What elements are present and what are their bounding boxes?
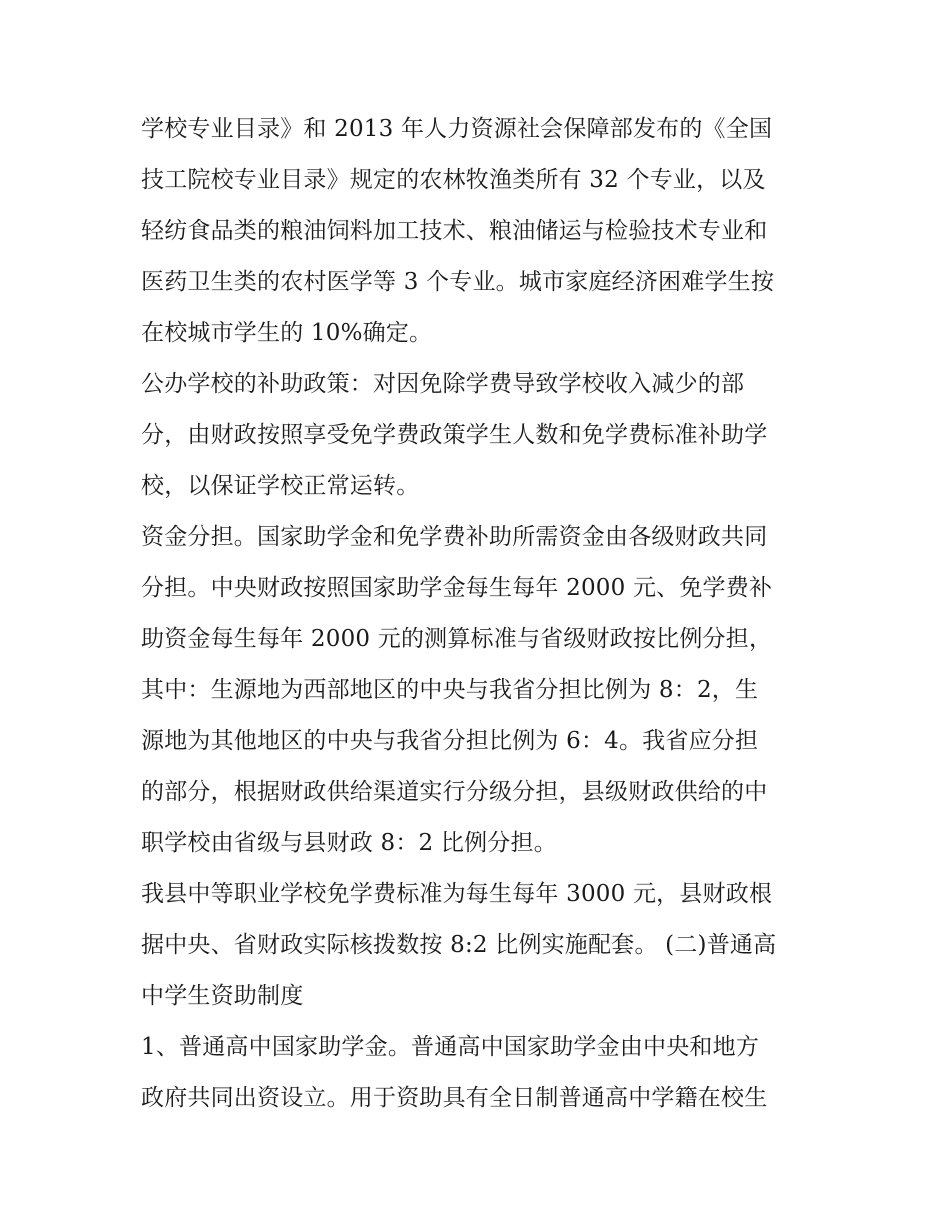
text-line-11: 助资金每生每年 2000 元的测算标准与省级财政按比例分担， — [141, 626, 773, 652]
text-line-6: 公办学校的补助政策：对因免除学费导致学校收入减少的部 — [141, 371, 745, 397]
text-line-7: 分，由财政按照享受免学费政策学生人数和免学费标准补助学 — [141, 422, 768, 448]
text-line-5: 在校城市学生的 10%确定。 — [141, 320, 433, 346]
text-line-17: 据中央、省财政实际核拨数按 8:2 比例实施配套。 (二)普通高 — [141, 932, 777, 958]
text-line-16: 我县中等职业学校免学费标准为每生每年 3000 元，县财政根 — [141, 881, 773, 907]
text-line-9: 资金分担。国家助学金和免学费补助所需资金由各级财政共同 — [141, 524, 768, 550]
text-line-10: 分担。中央财政按照国家助学金每生每年 2000 元、免学费补 — [141, 575, 773, 601]
text-line-19: 1、普通高中国家助学金。普通高中国家助学金由中央和地方 — [141, 1034, 760, 1060]
text-line-15: 职学校由省级与县财政 8：2 比例分担。 — [141, 830, 557, 856]
text-line-20: 政府共同出资设立。用于资助具有全日制普通高中学籍在校生 — [141, 1085, 768, 1111]
text-line-14: 的部分，根据财政供给渠道实行分级分担，县级财政供给的中 — [141, 779, 768, 805]
text-line-4: 医药卫生类的农村医学等 3 个专业。城市家庭经济困难学生按 — [141, 269, 775, 295]
text-line-1: 学校专业目录》和 2013 年人力资源社会保障部发布的《全国 — [141, 116, 773, 142]
text-line-13: 源地为其他地区的中央与我省分担比例为 6：4。我省应分担 — [141, 728, 759, 754]
text-line-3: 轻纺食品类的粮油饲料加工技术、粮油储运与检验技术专业和 — [141, 218, 768, 244]
text-line-8: 校，以保证学校正常运转。 — [141, 473, 420, 499]
text-line-2: 技工院校专业目录》规定的农林牧渔类所有 32 个专业，以及 — [141, 167, 766, 193]
text-line-12: 其中：生源地为西部地区的中央与我省分担比例为 8：2，生 — [141, 677, 759, 703]
text-line-18: 中学生资助制度 — [141, 983, 304, 1009]
